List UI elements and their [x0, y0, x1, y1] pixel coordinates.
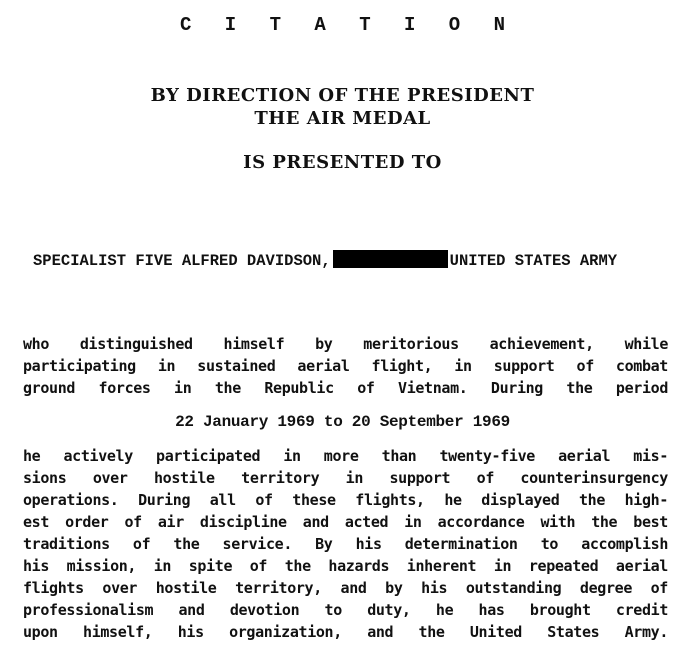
presented-line: IS PRESENTED TO: [243, 152, 442, 173]
citation-heading: C I T A T I O N: [179, 14, 517, 36]
paragraph-line: flights over hostile territory, and by his outstanding degree of: [23, 579, 668, 597]
direction-line: BY DIRECTION OF THE PRESIDENT: [150, 85, 535, 106]
citation-paragraph-2: [23, 445, 668, 643]
citation-paragraph-1: [23, 333, 668, 399]
redaction-bar: [333, 250, 448, 268]
paragraph-line: professionalism and devotion to duty, he has brought credit: [23, 601, 668, 619]
medal-name: THE AIR MEDAL: [254, 108, 431, 129]
paragraph-line: he actively participated in more than twenty-five aerial mis-: [23, 447, 668, 465]
paragraph-line: est order of air discipline and acted in accordance with the best: [23, 513, 668, 531]
paragraph-line: participating in sustained aerial flight, in support of combat: [23, 357, 668, 375]
paragraph-line: his mission, in spite of the hazards inherent in repeated aerial: [23, 557, 668, 575]
paragraph-line: traditions of the service. By his determination to accomplish: [23, 535, 668, 553]
recipient-unit: UNITED STATES ARMY: [449, 252, 618, 270]
recipient-line: [33, 250, 673, 270]
paragraph-line: ground forces in the Republic of Vietnam. During the period: [23, 379, 668, 397]
paragraph-line: sions over hostile territory in support of counterinsurgency: [23, 469, 668, 487]
paragraph-line: operations. During all of these flights, he displayed the high-: [23, 491, 668, 509]
paragraph-line: upon himself, his organization, and the United States Army.: [23, 623, 668, 641]
recipient-name: SPECIALIST FIVE ALFRED DAVIDSON,: [33, 252, 331, 270]
service-period: 22 January 1969 to 20 September 1969: [175, 413, 510, 431]
paragraph-line: who distinguished himself by meritorious achievement, while: [23, 335, 668, 353]
